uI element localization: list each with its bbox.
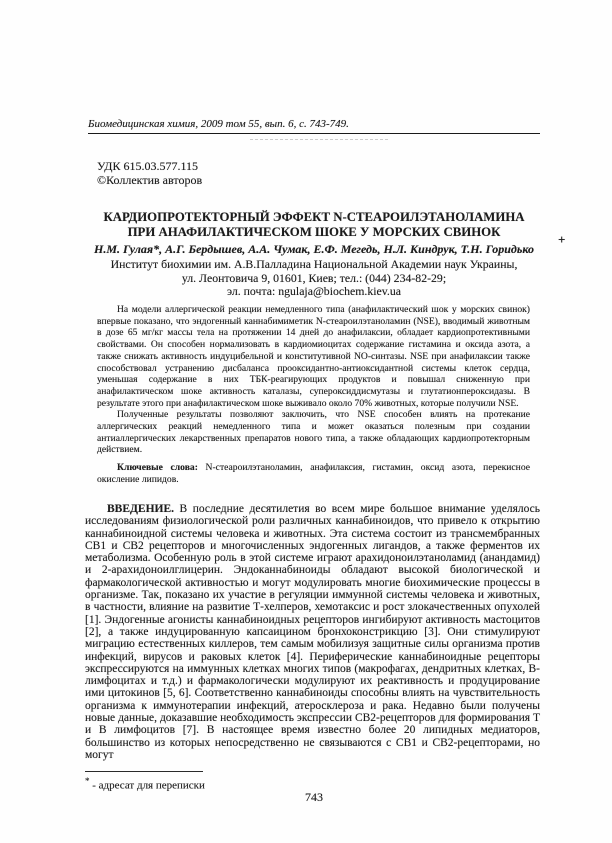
- main-text-block: [85, 503, 540, 761]
- header-rule: [88, 133, 540, 134]
- title-line-1: КАРДИОПРОТЕКТОРНЫЙ ЭФФЕКТ N-СТЕАРОИЛЭТАНОЛАМИНА: [103, 210, 525, 224]
- affiliation-line-1: Институт биохимии им. А.В.Палладина Национальной Академии наук Украины,: [110, 257, 518, 271]
- udk-line: УДК 615.03.577.115: [97, 159, 199, 173]
- scan-showthrough-marks: [250, 139, 388, 140]
- article-title: [88, 210, 540, 240]
- journal-header: Биомедицинская химия, 2009 том 55, вып. 6, с. 743-749.: [88, 118, 349, 130]
- abstract-paragraph-1: На модели аллергической реакции немедленного типа (анафилактический шок у морских свинок) впервые показано, что эндогенный каннабимиметик N-стеароилэтаноламин (NSE), вводимый животным в дозе 65 мг/кг массы тела на протяжении 14 дней до анафилаксии, обладает кардиопротективными свойствами. Он способен нормализовать в кардиомиоцитах содержание гистамина и оксида азота, а также снижать активность индуцибельной и конститутивной NO-синтазы. NSE при анафилаксии также способствовал устранению дисбаланса прооксидантно-антиоксидантной системы клеток сердца, уменьшая содержание в них ТБК-реагирующих продуктов и повышал сниженную при анафилактическом шоке активность каталазы, супероксиддисмутазы и глутатионпероксидазы. В результате этого при анафилактическом шоке выживало около 70% животных, которые получили NSE.: [97, 304, 530, 409]
- affiliation-block: [88, 258, 540, 299]
- intro-paragraph: [85, 503, 540, 761]
- copyright-line: ©Коллектив авторов: [97, 173, 203, 187]
- keywords-text: N-стеароилэтаноламин, анафилаксия, гистамин, оксид азота, перекисное окисление липидов.: [97, 462, 530, 485]
- title-line-2: ПРИ АНАФИЛАКТИЧЕСКОМ ШОКЕ У МОРСКИХ СВИНОК: [127, 225, 501, 239]
- margin-plus-annotation: +: [558, 232, 566, 247]
- udk-block: [97, 159, 202, 187]
- keywords-label: Ключевые слова:: [117, 462, 198, 474]
- abstract-paragraph-2: Полученные результаты позволяют заключить, что NSE способен влиять на протекание аллергических реакций немедленного типа и может оказаться полезным при создании антиаллергических лекарственных препаратов нового типа, а также обладающих кардиопротекторным действием.: [97, 409, 530, 456]
- keywords-line: [97, 462, 530, 485]
- affiliation-line-2: ул. Леонтовича 9, 01601, Киев; тел.: (044) 234-82-29;: [181, 270, 447, 285]
- authors-line: Н.М. Гулая*, А.Г. Бердышев, А.А. Чумак, Е.Ф. Мегедь, Н.Л. Киндрук, Т.Н. Горидько: [94, 242, 534, 256]
- affiliation-line-3: эл. почта: ngulaja@biochem.kiev.ua: [226, 284, 402, 299]
- intro-heading: ВВЕДЕНИЕ.: [107, 503, 175, 515]
- abstract-block: [97, 304, 530, 486]
- footnote-separator-rule: [85, 771, 203, 772]
- footnote-text: - адресат для переписки: [89, 779, 205, 792]
- footnote-marker: *: [85, 776, 90, 786]
- intro-body-text: В последние десятилетия во всем мире большое внимание уделялось исследованиям физиологической роли различных каннабиноидов, что привело к открытию каннабиноидной системы человека и животных. Эта система состоит из трансмембранных СВ1 и СВ2 рецепторов и многочисленных эндогенных лигандов, а также ферментов их метаболизма. Особенную роль в этой системе играют арахидоноилэтаноламид (анандамид) и 2-арахидоноилглицерин. Эндоканнабиноиды обладают высокой биологической и фармакологической активностью и могут модулировать многие биохимические процессы в организме. Так, показано их участие в регуляции иммунной системы человека и животных, в частности, влияние на развитие Т-хелперов, хемотаксис и рост злокачественных опухолей [1]. Эндогенные агонисты каннабиноидных рецепторов ингибируют активность мастоцитов [2], а также индуцированную капсаицином бронхоконстрикцию [3]. Они стимулируют миграцию естественных киллеров, тем самым мобилизуя защитные силы организма против инфекций, вирусов и раковых клеток [4]. Периферические каннабиноидные рецепторы экспрессируются на иммунных клетках многих типов (макрофагах, дендритных клетках, В-лимфоцитах и т.д.) и фармакологически модулируют их реактивность и продуцирование ими цитокинов [5, 6]. Соответственно каннабиноиды способны влиять на чувствительность организма к иммунотерапии инфекций, атеросклероза и рака. Недавно были получены новые данные, доказавшие необходимость экспрессии СВ2-рецепторов для формирования Т и В лимфоцитов [7]. В настоящее время известно более 20 липидных медиаторов, большинство из которых непосредственно не связываются с СВ1 и СВ2-рецепторами, но могут: [85, 503, 540, 761]
- page-number: 743: [305, 790, 323, 804]
